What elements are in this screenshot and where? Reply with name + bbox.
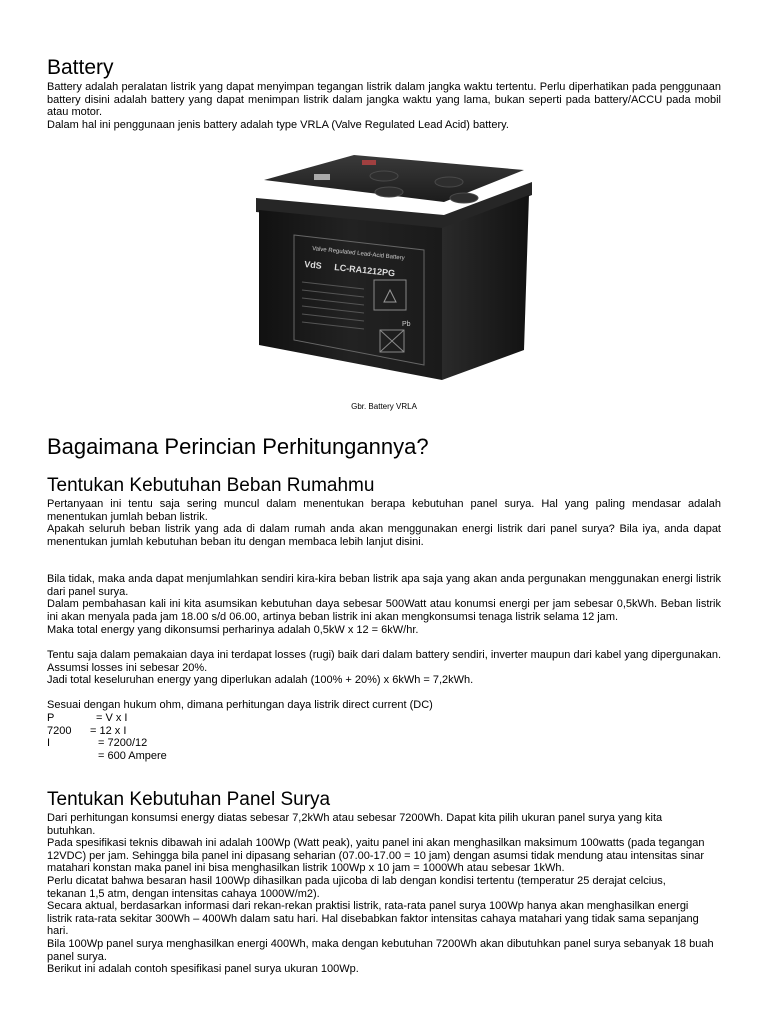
formula-line-1: P = V x I <box>47 712 128 724</box>
formula-line-2: 7200 = 12 x I <box>47 724 127 737</box>
battery-label-brand: VdS <box>303 259 323 271</box>
beban-heading: Tentukan Kebutuhan Beban Rumahmu <box>47 475 375 496</box>
panel-paragraph-2: Pada spesifikasi teknis dibawah ini adalah 100Wp (Watt peak), yaitu panel ini akan menghasilkan maksimum 100watts (pada tegangan 12VDC) per jam. Sehingga bila panel ini dipasang seharian (07.00-17.00 = 10 jam) dengan asumsi tidak mendung atau intensitas sinar matahari konstan maka panel ini bisa menghasilkan listrik 100Wp x 10 jam = 1000Wh atau sebesar 1kWh. <box>47 837 705 875</box>
panel-paragraph-5: Bila 100Wp panel surya menghasilkan energi 400Wh, maka dengan kebutuhan 7200Wh akan dibutuhkan panel surya sebanyak 18 buah panel surya. <box>47 938 714 963</box>
panel-paragraph-4: Secara aktual, berdasarkan informasi dari rekan-rekan praktisi listrik, rata-rata panel surya 100Wp hanya akan menghasilkan energi listrik rata-rata sekitar 300Wh – 400Wh dalam satu hari. Hal disebabkan faktor intensitas cahaya matahari yang tidak sama sepanjang hari. <box>47 900 699 938</box>
beban-paragraph-1: Pertanyaan ini tentu saja sering muncul dalam menentukan berapa kebutuhan panel surya. Hal yang paling mendasar adalah menentukan jumlah beban listrik. <box>47 498 721 523</box>
beban-paragraph-7: Jadi total keseluruhan energy yang diperlukan adalah (100% + 20%) x 6kWh = 7,2kWh. <box>47 674 474 686</box>
beban-paragraph-5: Maka total energy yang dikonsumsi perharinya adalah 0,5kW x 12 = 6kW/hr. <box>47 624 419 636</box>
battery-vrla-image <box>234 140 534 395</box>
ohm-formula <box>47 712 721 762</box>
battery-paragraph-2: Dalam hal ini penggunaan jenis battery adalah type VRLA (Valve Regulated Lead Acid) battery. <box>47 119 509 131</box>
panel-paragraph-3: Perlu dicatat bahwa besaran hasil 100Wp dihasilkan pada ujicoba di lab dengan kondisi tertentu (temperatur 25 derajat celcius, tekanan 1,5 atm, dengan intensitas cahaya 1000W/m2). <box>47 875 666 900</box>
figure-caption: Gbr. Battery VRLA <box>351 402 417 411</box>
formula-line-3: I = 7200/12 <box>47 737 148 750</box>
beban-paragraph-6: Tentu saja dalam pemakaian daya ini terdapat losses (rugi) baik dari dalam battery sendiri, inverter maupun dari kabel yang dipergunakan. Assumsi losses ini sebesar 20%. <box>47 649 721 674</box>
battery-label-pb: Pb <box>402 321 411 328</box>
panel-paragraph-1: Dari perhitungan konsumsi energy diatas sebesar 7,2kWh atau sebesar 7200Wh. Dapat kita pilih ukuran panel surya yang kita butuhkan. <box>47 812 663 837</box>
battery-paragraph-1: Battery adalah peralatan listrik yang dapat menyimpan tegangan listrik dalam jangka waktu tertentu. Perlu diperhatikan pada penggunaan battery disini adalah battery yang dapat menimpan listrik dalam jangka waktu yang lama, bukan seperti pada battery/ACCU pada mobil atau motor. <box>47 81 721 119</box>
formula-line-4: = 600 Ampere <box>98 749 167 762</box>
section-heading: Bagaimana Perincian Perhitungannya? <box>47 434 429 459</box>
panel-paragraph-6: Berikut ini adalah contoh spesifikasi panel surya ukuran 100Wp. <box>47 963 359 975</box>
battery-label-type: Valve Regulated Lead-Acid Battery <box>311 246 405 262</box>
beban-paragraph-8: Sesuai dengan hukum ohm, dimana perhitungan daya listrik direct current (DC) <box>47 699 433 711</box>
battery-label-model: LC-RA1212PG <box>333 262 396 279</box>
beban-paragraph-4: Dalam pembahasan kali ini kita asumsikan kebutuhan daya sebesar 500Watt atau konumsi energi per jam sebesar 0,5kWh. Beban listrik ini akan menyala pada jam 18.00 s/d 06.00, artinya beban listrik ini akan mengkonsumsi tenaga listrik selama 12 jam. <box>47 598 721 623</box>
panel-heading: Tentukan Kebutuhan Panel Surya <box>47 789 331 810</box>
beban-paragraph-2: Apakah seluruh beban listrik yang ada di dalam rumah anda akan menggunakan energi listrik dari panel surya? Bila iya, anda dapat menentukan jumlah kebutuhan beban itu dengan membaca lebih lanjut disini. <box>47 523 721 548</box>
battery-heading: Battery <box>47 56 114 79</box>
beban-paragraph-3: Bila tidak, maka anda dapat menjumlahkan sendiri kira-kira beban listrik apa saja yang akan anda pergunakan menggunakan energi listrik dari panel surya. <box>47 573 721 598</box>
